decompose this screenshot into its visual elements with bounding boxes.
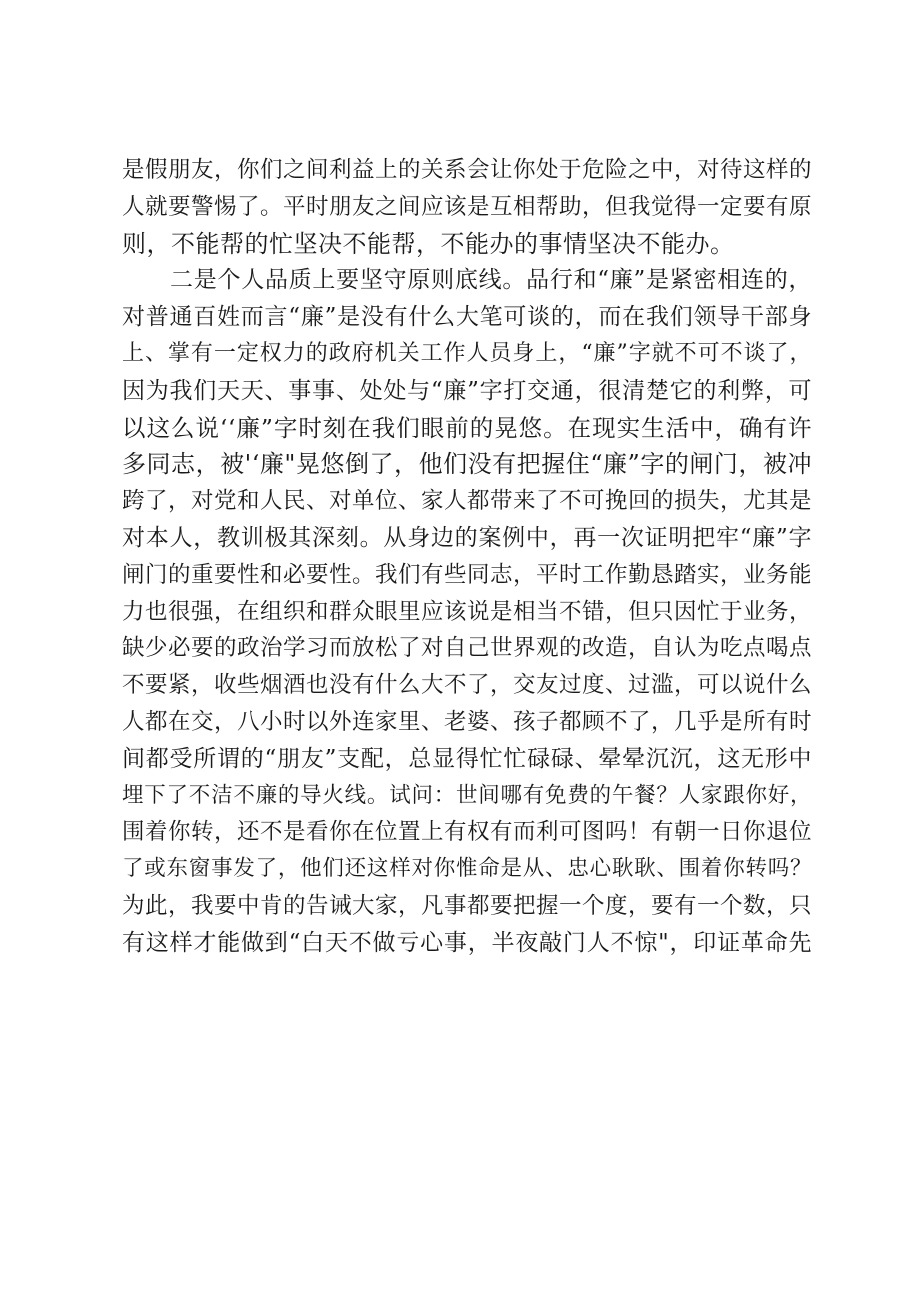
text-line: 上、掌有一定权力的政府机关工作人员身上，“廉”字就不可不谈了， [122,340,812,366]
text-line: 多同志，被'‘廉"晃悠倒了，他们没有把握住“廉”字的闸门，被冲 [122,450,812,479]
text-line: 因为我们天天、事事、处处与“廉”字打交通，很清楚它的利弊，可 [122,377,812,404]
text-line: 缺少必要的政治学习而放松了对自己世界观的改造，自认为吃点喝点 [122,635,813,662]
text-line: 对本人，教训极其深刻。从身边的案例中，再一次证明把牢“廉”字 [122,524,812,551]
text-line: 围着你转，还不是看你在位置上有权有而利可图吗！有朝一日你退位 [122,819,813,846]
text-line: 跨了，对党和人民、对单位、家人都带来了不可挽回的损失，尤其是 [122,488,813,515]
text-line: 了或东窗事发了，他们还这样对你惟命是从、忠心耿耿、围着你转吗？ [122,856,812,882]
paragraph-start-line: 二是个人品质上要坚守原则底线。品行和“廉”是紧密相连的， [170,267,812,294]
text-line: 间都受所谓的“朋友”支配，总显得忙忙碌碌、晕晕沉沉，这无形中 [122,745,812,772]
text-line: 以这么说‘‘廉”字时刻在我们眼前的晃悠。在现实生活中，确有许 [122,413,812,442]
text-line: 人就要警惕了。平时朋友之间应该是互相帮助，但我觉得一定要有原 [122,193,813,220]
text-line: 为此，我要中肯的告诫大家，凡事都要把握一个度，要有一个数，只 [122,892,813,919]
text-line: 则，不能帮的忙坚决不能帮，不能办的事情坚决不能办。 [122,229,735,258]
text-line: 有这样才能做到“白天不做亏心事，半夜敲门人不惊"，印证革命先 [122,929,812,956]
body-text [122,152,812,962]
text-line: 人都在交，八小时以外连家里、老婆、孩子都顾不了，几乎是所有时 [122,708,813,735]
text-line: 埋下了不洁不廉的导火线。试问：世间哪有免费的午餐？人家跟你好， [122,782,812,808]
text-line: 对普通百姓而言“廉”是没有什么大笔可谈的，而在我们领导干部身 [122,304,812,331]
text-line: 不要紧，收些烟酒也没有什么大不了，交友过度、过滥，可以说什么 [122,672,813,699]
text-line: 是假朋友，你们之间利益上的关系会让你处于危险之中，对待这样的 [122,157,813,183]
text-line: 力也很强，在组织和群众眼里应该说是相当不错，但只因忙于业务， [122,598,813,625]
text-line: 闸门的重要性和必要性。我们有些同志，平时工作勤恳踏实，业务能 [122,561,813,588]
